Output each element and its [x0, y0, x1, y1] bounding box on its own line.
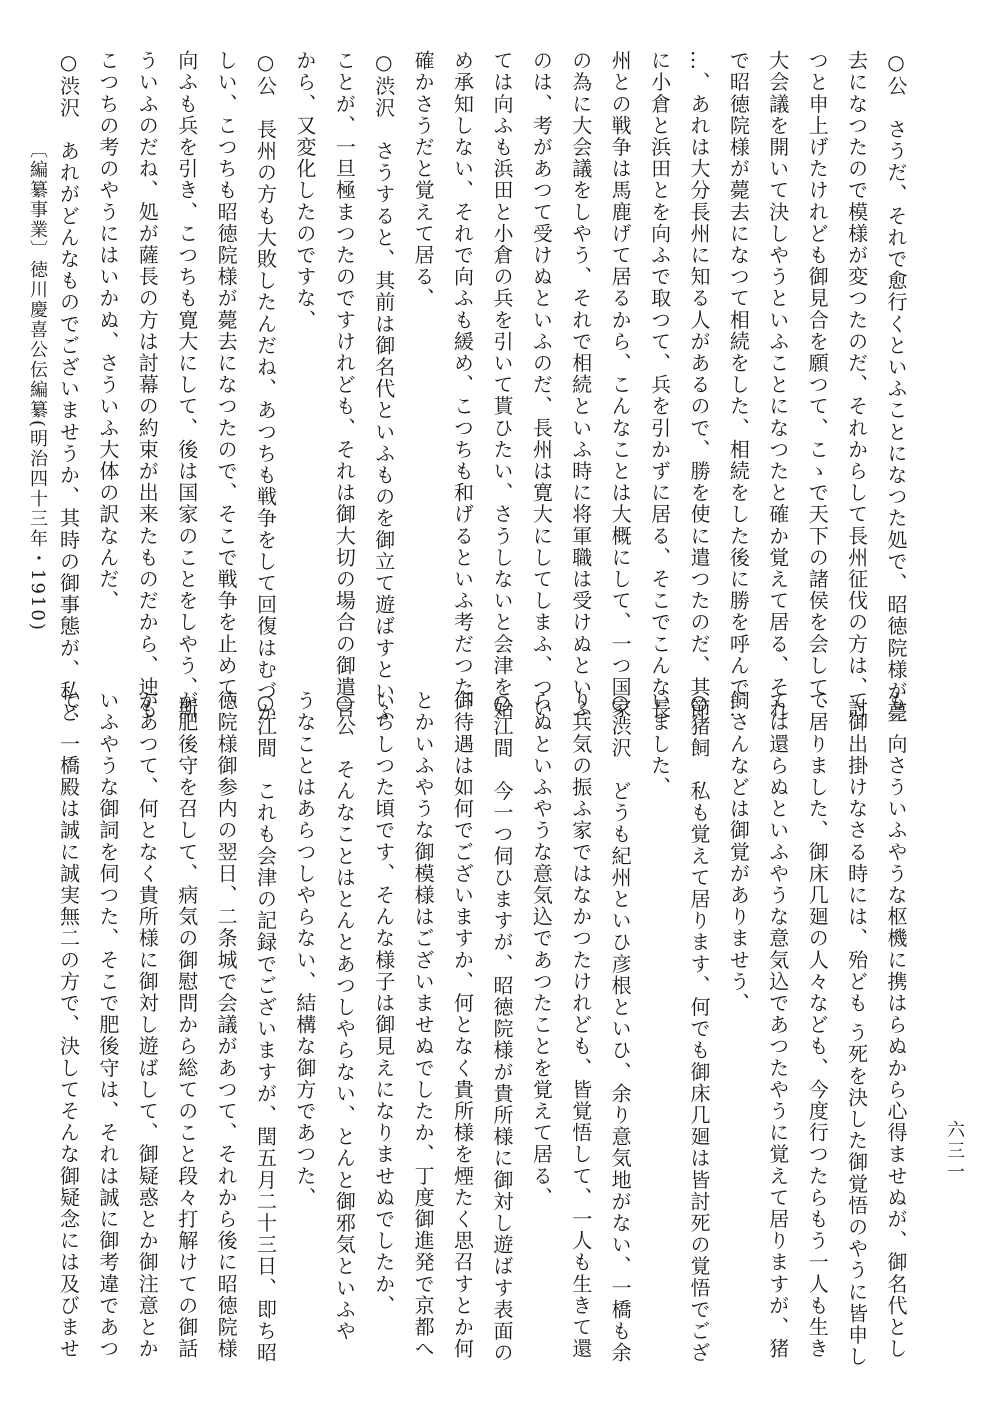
- running-head: [24, 140, 50, 632]
- book-title: 徳川慶喜公伝編纂: [27, 260, 48, 420]
- text-column: の為に大会議をしやう、それで相続といふ時に将軍職は受けぬといふ: [568, 50, 593, 720]
- text-column: で昭徳院様が薨去になつて相続をした、相続をした後に勝を呼んで…: [726, 50, 751, 720]
- text-column: こつちの考のやうにはいかぬ、さういふ大体の訳なんだ、: [95, 50, 120, 612]
- text-column: 去になつたので模様が変つたのだ、それからして長州征伐の方は、討: [844, 50, 869, 720]
- date-label: (明治四十三年・1910): [27, 420, 48, 632]
- text-column: 州との戦争は馬鹿げて居るから、こんなことは大概にして、一つ国家: [608, 50, 633, 720]
- page-number: 六三一: [944, 1120, 965, 1183]
- text-column: ○江間 これも会津の記録でございますが、閏五月二十三日、即ち昭: [253, 690, 278, 1364]
- text-column: …、あれは大分長州に知る人があるので、勝を使に遣つたのだ、其節: [686, 50, 711, 720]
- text-column: に小倉と浜田とを向ふで取つて、兵を引かずに居る、そこでこんな長: [647, 50, 672, 720]
- text-column: うなことはあらつしやらない、結構な御方であつた、: [292, 690, 317, 1209]
- text-column: ことが、一旦極まつたのですけれども、それは御大切の場合の御遣言: [332, 50, 357, 720]
- text-column: ○江間 今一つ伺ひますが、昭徳院様が貴所様に御対し遊ばす表面の: [489, 690, 514, 1364]
- text-column: て居りました、御床几廻の人々なども、今度行つたらもう一人も生き: [805, 690, 830, 1360]
- text-column: らぬといふやうな意気込であつたことを覚えて居る、: [529, 690, 554, 1209]
- text-column: て御出掛けなさる時には、殆ども う死を決した御覚悟のやうに皆申し: [844, 690, 869, 1368]
- text-column: め承知しない、それで向ふも緩め、こつちも和げるといふ考だつた、: [450, 50, 475, 720]
- text-column: とかいふやうな御模様はございませぬでしたか、丁度御進発で京都へ: [411, 690, 436, 1360]
- text-column: つと申上げたけれども御見合を願つて、こゝで天下の諸侯を会して、: [805, 50, 830, 720]
- text-column: 徳院様御参内の翌日、二条城で会議があつて、それから後に昭徳院様: [214, 690, 239, 1360]
- text-column: 大会議を開いて決しやうといふことになつたと確か覚えて居る、それ: [765, 50, 790, 720]
- text-column: から、又変化したのですな、: [292, 50, 317, 331]
- text-column: ういふのだね、処が薩長の方は討幕の約束が出来たものだから、迚も: [135, 50, 160, 720]
- text-column: 御待遇は如何でございますか、何となく貴所様を煙たく思召すとか何: [450, 690, 475, 1360]
- text-column: て、一橋殿は誠に誠実無二の方で、決してそんな御疑念には及びませ: [56, 690, 81, 1360]
- text-column: 飼さんなどは御覚がありませう、: [726, 690, 751, 1014]
- text-column: 向ふも兵を引き、こつちも寛大にして、後は国家のことをしやう、斯: [174, 50, 199, 720]
- text-column: も一向さういふやうな枢機に携はらぬから心得ませぬが、御名代とし: [884, 690, 908, 1360]
- text-column: ○渋沢 どうも紀州といひ彦根といひ、余り意気地がない、一橋も余: [608, 690, 633, 1364]
- text-column: ○渋沢 あれがどんなものでございませうか、其時の御事態が、私ど: [56, 50, 81, 724]
- text-column: のは、考があつて受けぬといふのだ、長州は寛大にしてしまふ、つい: [529, 50, 554, 720]
- text-column: ○猪飼 私も覚えて居ります、何でも御床几廻は皆討死の覚悟でござ: [686, 690, 711, 1364]
- text-column: ては向ふも浜田と小倉の兵を引いて貰ひたい、さうしないと会津を始: [489, 50, 514, 720]
- text-column: があつて、何となく貴所様に御対し遊ばして、御疑惑とか御注意とか: [135, 690, 160, 1360]
- lower-text-block: [56, 690, 915, 1368]
- text-column: いました、: [647, 690, 672, 798]
- series-label: 〔編纂事業〕: [27, 140, 48, 260]
- text-column: 確かさうだと覚えて居る、: [411, 50, 436, 310]
- text-column: いふやうな御詞を伺つた、そこで肥後守は、それは誠に御考違であつ: [95, 690, 120, 1360]
- upper-text-block: [56, 50, 915, 724]
- text-column: ては還らぬといふやうな意気込であつたやうに覚えて居りますが、猪: [765, 690, 790, 1360]
- text-column: ○渋沢 さうすると、其前は御名代といふものを御立て遊ばすといふ: [371, 50, 396, 724]
- text-column: り兵気の振ふ家ではなかつたけれども、皆覚悟して、一人も生きて還: [568, 690, 593, 1360]
- text-column: ○公 長州の方も大敗したんだね、あつちも戦争をして回復はむづか: [253, 50, 278, 724]
- text-column: が肥後守を召して、病気の御慰問から総てのこと段々打解けての御話: [174, 690, 199, 1360]
- text-column: いらしつた頃です、そんな様子は御見えになりませぬでしたか、: [371, 690, 396, 1317]
- text-column: ○公 さうだ、それで愈行くといふことになつた処で、昭徳院様が薨: [884, 50, 908, 724]
- text-column: しい、こつちも昭徳院様が薨去になつたので、そこで戦争を止めて、: [214, 50, 239, 720]
- text-column: ○公 そんなことはとんとあつしやらない、とんと御邪気といふや: [332, 690, 357, 1342]
